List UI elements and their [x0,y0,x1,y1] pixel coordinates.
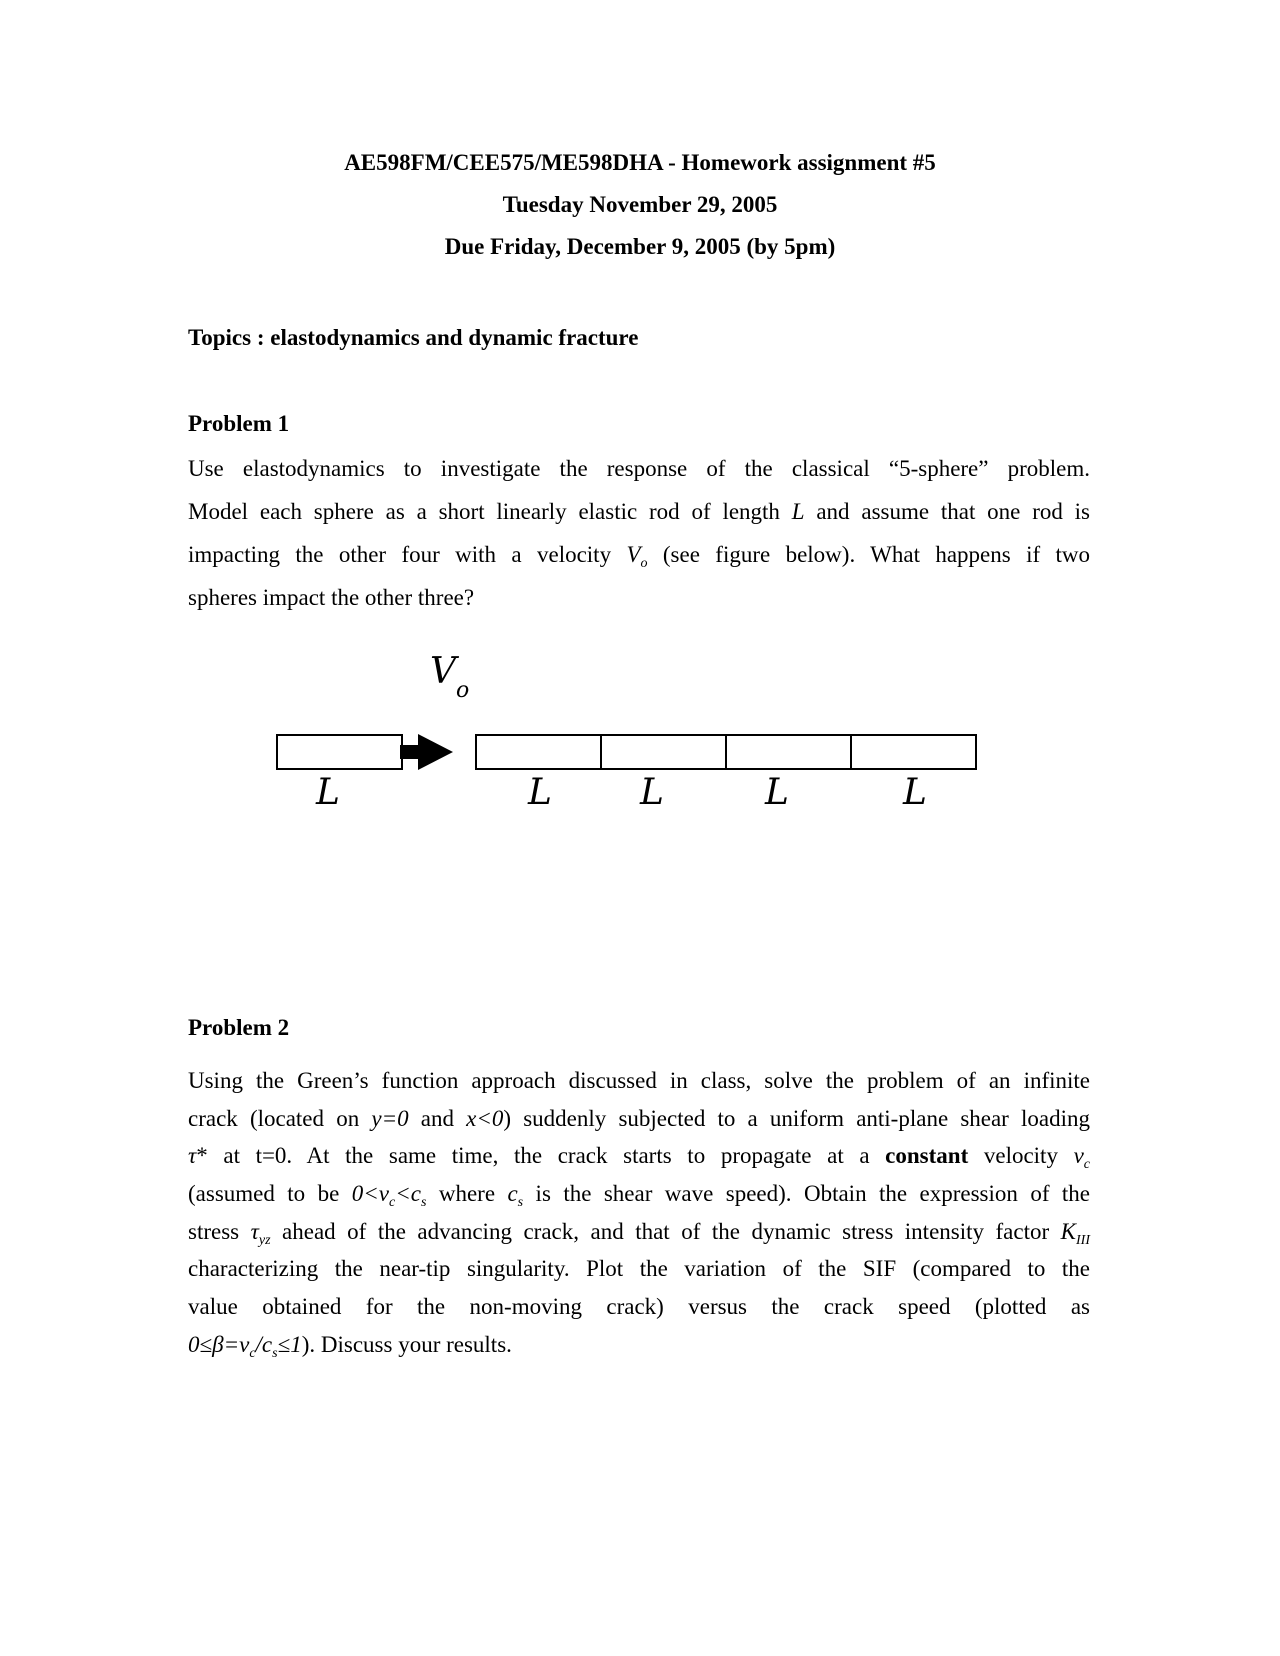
problem-2-heading: Problem 2 [188,1015,290,1040]
target-rod [475,734,602,770]
impacting-rod [276,734,403,770]
problem-2-line: characterizing the near-tip singularity. Plot the variation of the SIF (compared to the [188,1256,1090,1282]
problem-1-line: spheres impact the other three? [188,585,475,610]
problem-2-text [188,1062,1090,1364]
problem-1-line: impacting the other four with a velocity $V_o$ (see figure below). What happens if two [188,542,1090,571]
target-rod [725,734,852,770]
problem-2-line: value obtained for the non-moving crack) versus the crack speed (plotted as [188,1294,1090,1320]
problem-1-heading: Problem 1 [188,411,290,436]
arrow-right-icon [400,732,456,772]
target-rod [850,734,977,770]
assignment-title: AE598FM/CEE575/ME598DHA - Homework assignment #5 [344,150,936,175]
problem-2-line: $0\le\beta=v_c/c_s\le 1$). Discuss your results. [188,1331,512,1361]
rod-length-label: L [640,772,664,813]
assignment-date: Tuesday November 29, 2005 [502,192,778,217]
five-rod-figure [0,640,1280,820]
target-rod [600,734,727,770]
velocity-label: $V_o$ [430,651,470,703]
problem-1-line: Use elastodynamics to investigate the response of the classical “5-sphere” problem. [188,456,1090,481]
topics-line: Topics : elastodynamics and dynamic fracture [188,325,639,350]
rod-length-label: L [903,772,927,813]
assignment-due-date: Due Friday, December 9, 2005 (by 5pm) [444,234,836,259]
problem-2-line: crack (located on y=0 and x<0) suddenly subjected to a uniform anti-plane shear loading [188,1105,1091,1131]
problem-2-line: Using the Green’s function approach discussed in class, solve the problem of an infinite [188,1068,1090,1093]
problem-2-line: τ* at t=0. At the same time, the crack starts to propagate at a constant velocity $v_c$ [188,1143,1091,1173]
rod-length-label: L [765,772,789,813]
problem-2-line: stress $\tau_{yz}$ ahead of the advancing crack, and that of the dynamic stress intensity factor $K_{III}$ [188,1218,1090,1248]
problem-1-text [188,447,1090,619]
problem-1-line: Model each sphere as a short linearly elastic rod of length L and assume that one rod is [188,499,1090,524]
rod-length-label: L [316,772,340,813]
rod-length-label: L [528,772,552,813]
problem-2-line: (assumed to be $0<v_c<c_s$ where $c_s$ is the shear wave speed). Obtain the expression of the [188,1181,1091,1211]
